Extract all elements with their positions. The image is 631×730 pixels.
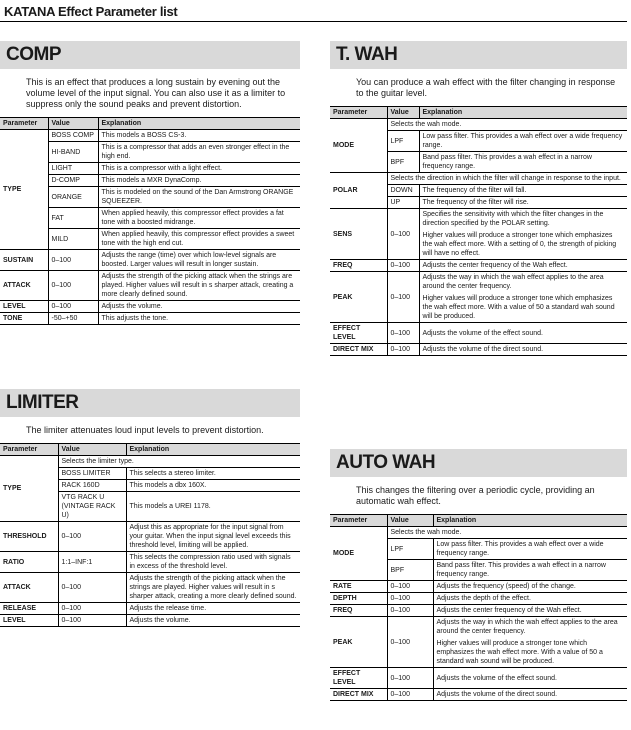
table-row (330, 689, 627, 701)
param-value: ORANGE (48, 187, 98, 208)
param-value: VTG RACK U (VINTAGE RACK U) (58, 492, 126, 522)
param-intro: Selects the wah mode. (387, 119, 627, 131)
param-value: 0–100 (58, 615, 126, 627)
limiter-description: The limiter attenuates loud input levels to prevent distortion. (26, 425, 264, 435)
comp-heading: COMP (0, 41, 300, 69)
param-explanation: Adjusts the center frequency of the Wah effect. (419, 260, 627, 272)
twah-description: You can produce a wah effect with the filter changing in response to the guitar level. (356, 77, 616, 98)
param-explanation: When applied heavily, this compressor effect provides a fat tone with a boosted midrange. (98, 208, 300, 229)
param-explanation: Adjusts the frequency (speed) of the change. (433, 581, 627, 593)
param-explanation: Adjusts the volume of the direct sound. (433, 689, 627, 701)
table-row (0, 603, 300, 615)
param-value: UP (387, 197, 419, 209)
header-value: Value (387, 515, 433, 527)
param-name: TONE (0, 313, 48, 325)
param-name: PEAK (330, 272, 387, 323)
table-row (0, 130, 300, 142)
param-value: 0–100 (48, 250, 98, 271)
table-row (0, 271, 300, 301)
param-explanation: Adjust this as appropriate for the input signal from your guitar. When the input signal level exceeds this threshold level, limiting will be applied. (126, 522, 300, 552)
param-value: 0–100 (58, 573, 126, 603)
param-explanation: The frequency of the filter will rise. (419, 197, 627, 209)
param-explanation: Adjusts the range (time) over which low-level signals are boosted. Larger values will result in longer sustain. (98, 250, 300, 271)
param-intro: Selects the limiter type. (58, 456, 300, 468)
limiter-section (0, 389, 300, 627)
table-row (330, 119, 627, 131)
table-row (330, 527, 627, 539)
twah-heading: T. WAH (330, 41, 627, 69)
table-row (330, 173, 627, 185)
param-value: 0–100 (387, 617, 433, 668)
param-explanation (419, 272, 627, 323)
table-row (330, 593, 627, 605)
param-value: 0–100 (48, 271, 98, 301)
limiter-table (0, 443, 300, 627)
table-row (0, 456, 300, 468)
param-explanation: Adjusts the strength of the picking attack when the strings are played. Higher values will result in s sharper attack, creating a more clearly defined sound. (98, 271, 300, 301)
twah-section (330, 41, 627, 356)
explanation-para: Higher values will produce a stronger tone which emphasizes the wah effect more. With a setting of 0, the strength of picking will have no effect. (422, 232, 617, 257)
param-explanation: This selects a stereo limiter. (126, 468, 300, 480)
param-value: 0–100 (58, 522, 126, 552)
header-explanation: Explanation (419, 107, 627, 119)
param-explanation: Low pass filter. This provides a wah effect over a wide frequency range. (419, 131, 627, 152)
param-name: LEVEL (0, 615, 58, 627)
param-value: 0–100 (387, 209, 419, 260)
table-row (0, 552, 300, 573)
param-explanation: Band pass filter. This provides a wah effect in a narrow frequency range. (433, 560, 627, 581)
param-explanation: Adjusts the volume of the effect sound. (433, 668, 627, 689)
param-explanation: This models a dbx 160X. (126, 480, 300, 492)
param-explanation: This adjusts the tone. (98, 313, 300, 325)
param-explanation: This is modeled on the sound of the Dan Armstrong ORANGE SQUEEZER. (98, 187, 300, 208)
table-header-row (330, 107, 627, 119)
table-row (330, 581, 627, 593)
param-value: 1:1–INF:1 (58, 552, 126, 573)
param-name: RATIO (0, 552, 58, 573)
param-value: BPF (387, 152, 419, 173)
param-value: BOSS LIMITER (58, 468, 126, 480)
param-name: DIRECT MIX (330, 689, 387, 701)
table-row (0, 250, 300, 271)
table-row (330, 209, 627, 260)
param-explanation: Adjusts the strength of the picking attack when the strings are played. Higher values will result in s sharper attack, creating a more clearly defined sound. (126, 573, 300, 603)
param-name: ATTACK (0, 271, 48, 301)
param-value: 0–100 (387, 668, 433, 689)
table-row (330, 605, 627, 617)
param-name: MODE (330, 527, 387, 581)
param-explanation: This is a compressor that adds an even stronger effect in the high end. (98, 142, 300, 163)
param-name: SENS (330, 209, 387, 260)
explanation-para: Adjusts the way in which the wah effect applies to the area around the center frequency. (422, 274, 604, 290)
param-value: FAT (48, 208, 98, 229)
header-parameter: Parameter (0, 444, 58, 456)
table-header-row (0, 118, 300, 130)
table-row (0, 573, 300, 603)
param-name: FREQ (330, 605, 387, 617)
param-value: BOSS COMP (48, 130, 98, 142)
param-explanation: Adjusts the volume. (98, 301, 300, 313)
table-row (0, 522, 300, 552)
twah-table (330, 106, 627, 356)
param-value: LIGHT (48, 163, 98, 175)
header-value: Value (58, 444, 126, 456)
comp-description: This is an effect that produces a long sustain by evening out the volume level of the input signal. You can also use it as a limiter to suppress only the sound peaks and prevent distortion. (26, 77, 286, 109)
autowah-section (330, 449, 627, 701)
param-name: FREQ (330, 260, 387, 272)
param-value: MILD (48, 229, 98, 250)
page-title: KATANA Effect Parameter list (4, 4, 178, 19)
explanation-para: Adjusts the way in which the wah effect applies to the area around the center frequency. (436, 619, 618, 635)
table-header-row (0, 444, 300, 456)
autowah-description: This changes the filtering over a periodic cycle, providing an automatic wah effect. (356, 485, 595, 506)
param-explanation: This selects the compression ratio used with signals in excess of the threshold level. (126, 552, 300, 573)
param-value: 0–100 (387, 260, 419, 272)
explanation-para: Higher values will produce a stronger tone which emphasizes the wah effect more. With a value of 50 a standard wah sound will be produced. (436, 640, 603, 665)
param-explanation (433, 617, 627, 668)
param-value: LPF (387, 131, 419, 152)
table-row (330, 323, 627, 344)
param-name: TYPE (0, 456, 58, 522)
param-name: ATTACK (0, 573, 58, 603)
param-value: 0–100 (387, 323, 419, 344)
param-explanation: Adjusts the volume. (126, 615, 300, 627)
param-name: TYPE (0, 130, 48, 250)
param-value: BPF (387, 560, 433, 581)
autowah-table (330, 514, 627, 701)
header-parameter: Parameter (0, 118, 48, 130)
param-explanation: Adjusts the release time. (126, 603, 300, 615)
param-explanation: Low pass filter. This provides a wah effect over a wide frequency range. (433, 539, 627, 560)
table-row (330, 260, 627, 272)
header-explanation: Explanation (433, 515, 627, 527)
param-value: HI-BAND (48, 142, 98, 163)
autowah-heading: AUTO WAH (330, 449, 627, 477)
param-value: 0–100 (387, 593, 433, 605)
explanation-para: Specifies the sensitivity with which the filter changes in the direction specified by the POLAR setting. (422, 211, 604, 227)
param-name: POLAR (330, 173, 387, 209)
param-name: EFFECT LEVEL (330, 323, 387, 344)
param-explanation: Adjusts the depth of the effect. (433, 593, 627, 605)
param-intro: Selects the direction in which the filter will change in response to the input. (387, 173, 627, 185)
param-explanation: This models a MXR DynaComp. (98, 175, 300, 187)
param-value: LPF (387, 539, 433, 560)
header-parameter: Parameter (330, 515, 387, 527)
table-row (330, 617, 627, 668)
table-header-row (330, 515, 627, 527)
param-name: SUSTAIN (0, 250, 48, 271)
param-value: 0–100 (387, 581, 433, 593)
param-value: 0–100 (58, 603, 126, 615)
header-value: Value (48, 118, 98, 130)
table-row (0, 313, 300, 325)
explanation-para: Higher values will produce a stronger tone which emphasizes the wah effect more. With a value of 50 a standard wah sound will be produced. (422, 295, 615, 320)
header-explanation: Explanation (98, 118, 300, 130)
param-value: DOWN (387, 185, 419, 197)
title-rule (0, 21, 627, 22)
param-name: RELEASE (0, 603, 58, 615)
param-name: RATE (330, 581, 387, 593)
param-explanation: The frequency of the filter will fall. (419, 185, 627, 197)
param-name: DIRECT MIX (330, 344, 387, 356)
param-intro: Selects the wah mode. (387, 527, 627, 539)
param-explanation: Adjusts the center frequency of the Wah effect. (433, 605, 627, 617)
table-row (330, 668, 627, 689)
param-explanation (419, 209, 627, 260)
table-row (0, 615, 300, 627)
param-value: 0–100 (387, 605, 433, 617)
param-value: RACK 160D (58, 480, 126, 492)
param-name: DEPTH (330, 593, 387, 605)
param-value: 0–100 (387, 344, 419, 356)
param-name: EFFECT LEVEL (330, 668, 387, 689)
param-value: D-COMP (48, 175, 98, 187)
header-explanation: Explanation (126, 444, 300, 456)
table-row (330, 272, 627, 323)
comp-section (0, 41, 300, 325)
param-explanation: Band pass filter. This provides a wah effect in a narrow frequency range. (419, 152, 627, 173)
param-name: LEVEL (0, 301, 48, 313)
param-name: THRESHOLD (0, 522, 58, 552)
comp-table (0, 117, 300, 325)
limiter-heading: LIMITER (0, 389, 300, 417)
param-name: PEAK (330, 617, 387, 668)
param-explanation: When applied heavily, this compressor effect provides a sweet tone with the high end cut. (98, 229, 300, 250)
param-explanation: This is a compressor with a light effect. (98, 163, 300, 175)
param-value: 0–100 (48, 301, 98, 313)
param-value: 0–100 (387, 689, 433, 701)
param-explanation: This models a BOSS CS-3. (98, 130, 300, 142)
header-value: Value (387, 107, 419, 119)
header-parameter: Parameter (330, 107, 387, 119)
param-value: 0–100 (387, 272, 419, 323)
table-row (330, 344, 627, 356)
param-value: -50–+50 (48, 313, 98, 325)
param-explanation: This models a UREI 1178. (126, 492, 300, 522)
param-name: MODE (330, 119, 387, 173)
table-row (0, 301, 300, 313)
param-explanation: Adjusts the volume of the direct sound. (419, 344, 627, 356)
param-explanation: Adjusts the volume of the effect sound. (419, 323, 627, 344)
